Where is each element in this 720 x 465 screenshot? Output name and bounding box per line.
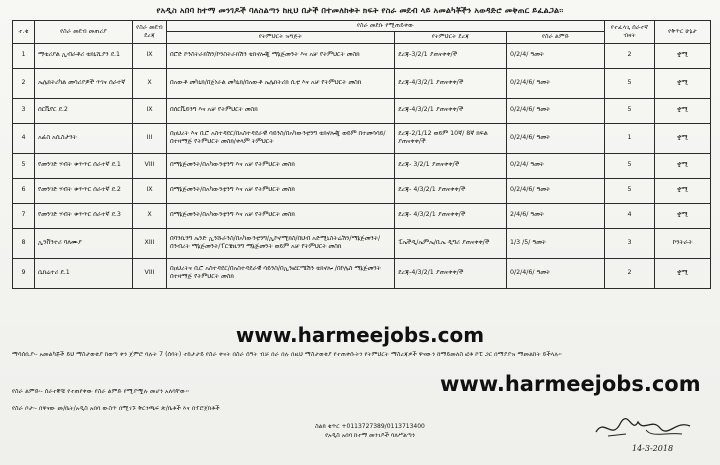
cell-education-level: ደረጃ- 3/2/1 ያጠናቀቀ/ች [395,153,507,178]
cell-education-level: ፒኤችዲ/ኤምኤ/ቢኤ ዲግሪ ያጠናቀቀ/ች [395,228,507,258]
cell-quantity: 5 [605,98,655,123]
cell-education-field: በባንኪንግ ኤንድ ኢንሹራንስ/በአካውንቲንግ/ኢኮኖሚክስ/በህብ አድሚኒስትሬሽን/ማኔጅመንት/በንብረት ማኔጅመንት/ፐርቼዚንግ ማኔጅመንት ወይም አቻ የትምህርት መስክ [167,228,395,258]
cell-quantity: 5 [605,178,655,203]
cell-quantity: 1 [605,123,655,153]
cell-grade: IX [133,178,167,203]
table-row [13,43,711,68]
cell-experience: 0/2/4/6/ ዓመት [507,258,605,288]
cell-employment-type: ቋሚ [655,153,711,178]
signature-date: 14-3-2018 [632,444,674,453]
cell-no: 9 [13,258,35,288]
cell-employment-type: ቋሚ [655,123,711,153]
announcement-title: የአዲስ አበባ ከተማ መንገዶች ባለስልጣን ከዚህ በታች በተመለከቱት ክፍት የስራ መደብ ላይ አመልካቾችን አወዳድሮ መቅጠር ይፈልጋል፡፡ [156,6,564,15]
cell-education-field: በአውቶ መካኒክ/በጀነራል መካኒክ/በአውቶ ኤሌክትሪክ ሲቲ እና አቻ የትምህርት መስክ [167,68,395,98]
cell-quantity: 3 [605,228,655,258]
table-row [13,203,711,228]
header-no: ተ.ቁ [13,21,35,44]
cell-experience: 0/2/4/6/ ዓመት [507,123,605,153]
cell-education-field: በሰርቬይንግ እና አቻ የትምህርት መስክ [167,98,395,123]
application-note: ማሳሰቢያ፡- አመልካቾች ይህ ማስታወቂያ ከወጣ ቀን ጀምሮ ባሉት 7 (ሰባት) ተከታታይ የስራ ቀናት በስራ ሰዓት ብቻ በራ በሉ በዚህ ማስታወቂያ የተጠቀሱትን የትምህርት ማስረጃዎች ዋናውን ከማይመለስ ፎቶ ኮፒ ጋር በማያያዝ ማመልከት ይችላሉ፡፡ [12,351,562,358]
cell-employment-type: ቋሚ [655,98,711,123]
table-row [13,68,711,98]
cell-experience: 0/2/4/ ዓመት [507,153,605,178]
cell-position: አፊስ አሲስታንት [35,123,133,153]
cell-no: 2 [13,68,35,98]
cell-position: የመንገድ ሃብት ቁጥጥር ሰራተኛ ደ.1 [35,153,133,178]
cell-education-level: ደረጃ- 4/3/2/1 ያጠናቀቀ/ች [395,203,507,228]
cell-experience: 0/2/4/6/ ዓመት [507,178,605,203]
table-row [13,178,711,203]
cell-position: ሰርቬየር ደ.2 [35,98,133,123]
cell-education-level: ደረጃ- 4/3/2/1 ያጠናቀቀ/ች [395,178,507,203]
cell-grade: III [133,123,167,153]
header-employment-type: የቅጥር ሁኔታ [655,21,711,44]
cell-quantity: 2 [605,258,655,288]
cell-employment-type: ኮንትራት [655,228,711,258]
cell-quantity: 2 [605,43,655,68]
cell-no: 8 [13,228,35,258]
header-education-level: የትምህርት ደረጃ [395,32,507,43]
header-requirements: የስራ መደቡ የሚጠይቀው [167,21,605,32]
cell-employment-type: ቋሚ [655,178,711,203]
cell-education-field: በዐህረት እና ቢሮ አስተዳደር/በአስተዳደራዊ ሳይንስ/በአካውንቲንግ ቴክኖሎጂ ወይም በተመሳሳይ/በተዛማጅ የትምህርት መስክ/ቀላም ትምህርት [167,123,395,153]
cell-no: 4 [13,123,35,153]
cell-grade: VIII [133,258,167,288]
cell-position: ማቴሪያል ኢብራቶሪ ቴክኒሺያን ደ.1 [35,43,133,68]
cell-quantity: 4 [605,203,655,228]
cell-education-level: ደረጃ-2/1/12 ወይም 10ኛ/ 8ኛ ክፍል ያጠናቀቀ/ች [395,123,507,153]
contact-address [270,422,470,440]
cell-education-level: ደረጃ-3/2/1 ያጠናቀቀ/ች [395,43,507,68]
cell-position: የመንገድ ሃብት ቁጥጥር ሰራተኛ ደ.2 [35,178,133,203]
work-location-note: የስራ ቦታ፡- በዋናው መ/ቤት/አዲስ አበባ ውስጥ በሚገኙ ቅርንጫፍ ጽ/ቤቶች እና በፕሮጀክቶች [12,405,220,412]
table-row [13,228,711,258]
experience-note: የስራ ልምድ፡- ሰራተኞቹ የተጠየቀው የስራ ልምድ የሚያሟሉ መሆን አለባቸው፡፡ [12,388,189,395]
cell-grade: XIII [133,228,167,258]
header-quantity: የተፈላጊ ሰራተኛ ብዛት [605,21,655,44]
header-position: የስራ መደብ መጠሪያ [35,21,133,44]
cell-grade: IX [133,43,167,68]
cell-grade: IX [133,98,167,123]
cell-no: 3 [13,98,35,123]
table-row [13,258,711,288]
table-row [13,153,711,178]
authority-name: የአዲስ አበባ ከተማ መንገዶች ባለሥልጣን [325,432,415,439]
phone-line: ስልክ ቁጥር +0113727389/0113713400 [315,423,425,430]
cell-employment-type: ቋሚ [655,43,711,68]
cell-employment-type: ቋሚ [655,203,711,228]
table-row [13,98,711,123]
website-watermark-top: www.harmeejobs.com [235,323,485,347]
cell-experience: 2/4/6/ ዓመት [507,203,605,228]
cell-position: ኤሌክትሪካል መሳሪያዎች ጥገና ሰራተኛ [35,68,133,98]
cell-position: ኢንቨንተሪ ባለሙያ [35,228,133,258]
cell-grade: VIII [133,153,167,178]
cell-experience: 0/2/4/6/ ዓመት [507,68,605,98]
cell-experience: 0/2/4/6/ ዓመት [507,98,605,123]
cell-experience: 1/3 /5/ ዓመት [507,228,605,258]
cell-no: 1 [13,43,35,68]
cell-quantity: 5 [605,153,655,178]
cell-education-field: በማኔጅመንት/በአካውንቲንግ እና አቻ የትምህርት መስክ [167,178,395,203]
vacancy-table [12,20,711,289]
cell-position: የመንገድ ሃብት ቁጥጥር ሰራተኛ ደ.3 [35,203,133,228]
cell-education-field: በማኔጅመንት/በአካውንቲንግ እና አቻ የትምህርት መስክ [167,203,395,228]
cell-employment-type: ቋሚ [655,68,711,98]
website-watermark-bottom: www.harmeejobs.com [440,372,701,396]
cell-education-level: ደረጃ-4/3/2/1 ያጠናቀቀ/ች [395,68,507,98]
cell-education-level: ደረጃ-4/3/2/1 ያጠናቀቀ/ች [395,258,507,288]
cell-experience: 0/2/4/ ዓመት [507,43,605,68]
table-row [13,123,711,153]
cell-education-field: በሮድ ኮንስትራክሽን/ኮንስትራክሽን ቴክኖሎጂ ማኔጅመንት እና አቻ የትምህርት መስክ [167,43,395,68]
header-education-field: የትምህርት ዝግጅት [167,32,395,43]
cell-employment-type: ቋሚ [655,258,711,288]
cell-grade: X [133,203,167,228]
cell-quantity: 5 [605,68,655,98]
cell-no: 6 [13,178,35,203]
header-grade: የስራ መደብ ደረጃ [133,21,167,44]
cell-position: ሴክሬተሪ ደ.1 [35,258,133,288]
cell-grade: X [133,68,167,98]
cell-no: 5 [13,153,35,178]
header-experience: የስራ ልምድ [507,32,605,43]
cell-education-level: ደረጃ-4/3/2/1 ያጠናቀቀ/ች [395,98,507,123]
cell-education-field: በማኔጅመንት/በአካውንቲንግ እና አቻ የትምህርት መስክ [167,153,395,178]
cell-education-field: በዐህረትና ቢሮ አስተዳደር/በአስተዳደራዊ ሳይንስ/በኢንፎርሜሽን ቴክኖሎ /በኮሌስ ማኔጅመንት በተዛማጅ የትምህርት መስክ [167,258,395,288]
cell-no: 7 [13,203,35,228]
